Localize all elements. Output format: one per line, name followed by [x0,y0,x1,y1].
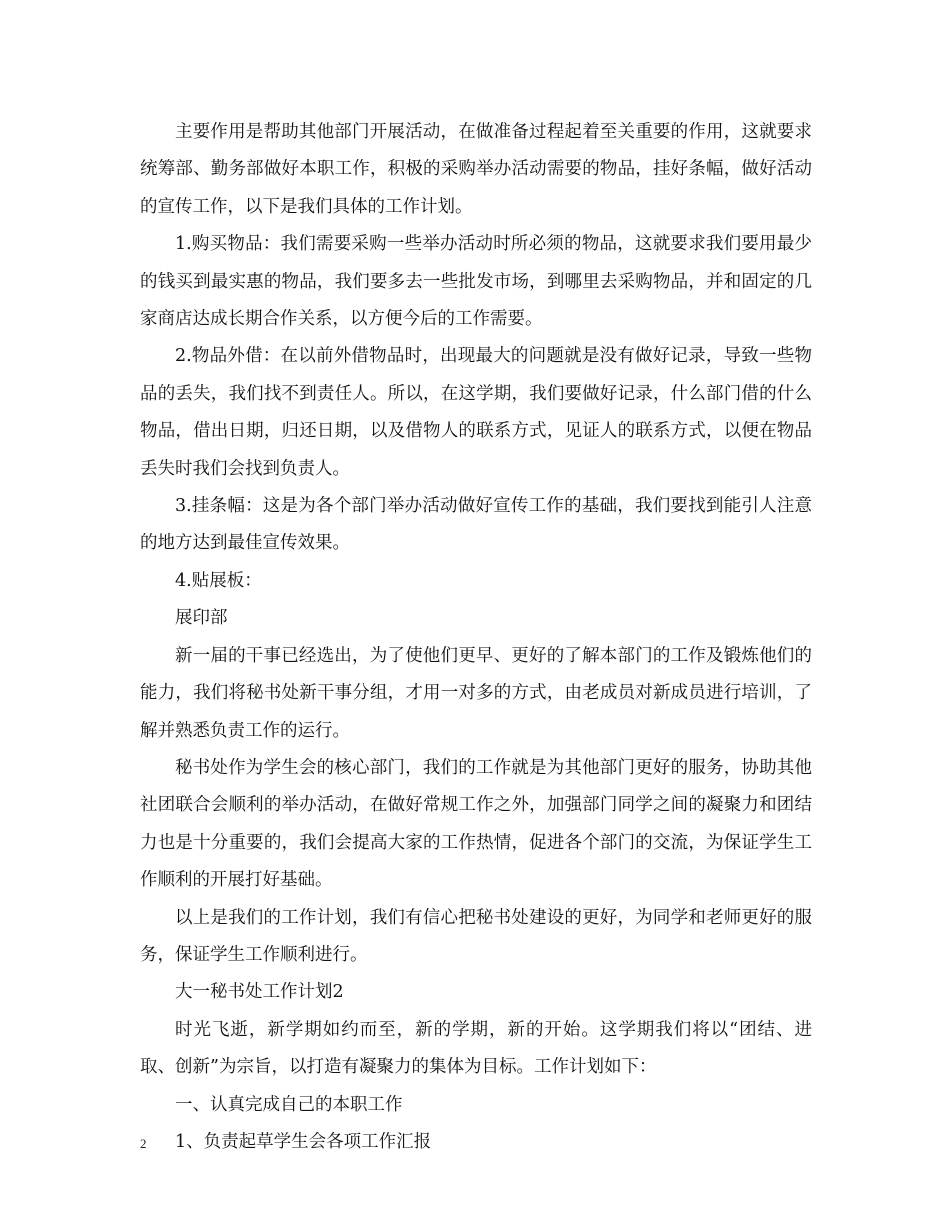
paragraph-intro: 主要作用是帮助其他部门开展活动，在做准备过程起着至关重要的作用，这就要求统筹部、勤务部做好本职工作，积极的采购举办活动需要的物品，挂好条幅，做好活动的宣传工作，以下是我们具体的工作计划。 [140,122,812,217]
paragraph-printing-dept: 展印部 [175,608,228,629]
paragraph-purchase-items: 1.购买物品：我们需要采购一些举办活动时所必须的物品，这就要求我们要用最少的钱买到最实惠的物品，我们要多去一些批发市场，到哪里去采购物品，并和固定的几家商店达成长期合作关系，以方便今后的工作需要。 [140,234,812,330]
paragraph-core-department: 秘书处作为学生会的核心部门，我们的工作就是为其他部门更好的服务，协助其他社团联合会顺利的举办活动，在做好常规工作之外，加强部门同学之间的凝聚力和团结力也是十分重要的，我们会提高大家的工作热情，促进各个部门的交流，为保证学生工作顺利的开展打好基础。 [140,757,812,891]
paragraph-hang-banners: 3.挂条幅：这是为各个部门举办活动做好宣传工作的基础，我们要找到能引人注意的地方达到最佳宣传效果。 [140,496,812,554]
subheading-duties: 一、认真完成自己的本职工作 [175,1094,403,1115]
paragraph-display-boards: 4.贴展板： [175,570,262,591]
paragraph-conclusion: 以上是我们的工作计划，我们有信心把秘书处建设的更好，为同学和老师更好的服务，保证学生工作顺利进行。 [140,907,812,965]
paragraph-item-lending: 2.物品外借：在以前外借物品时，出现最大的问题就是没有做好记录，导致一些物品的丢失，我们找不到责任人。所以，在这学期，我们要做好记录，什么部门借的什么物品，借出日期，归还日期，以及借物人的联系方式，见证人的联系方式，以便在物品丢失时我们会找到负责人。 [140,346,812,479]
paragraph-new-staff: 新一届的干事已经选出，为了使他们更早、更好的了解本部门的工作及锻炼他们的能力，我们将秘书处新干事分组，才用一对多的方式，由老成员对新成员进行培训，了解并熟悉负责工作的运行。 [140,645,812,741]
document-body [140,114,812,1161]
paragraph-new-semester: 时光飞逝，新学期如约而至，新的学期，新的开始。这学期我们将以“团结、进取、创新”为宗旨，以打造有凝聚力的集体为目标。工作计划如下： [140,1019,812,1078]
section-heading-plan-2: 大一秘书处工作计划2 [175,982,344,1003]
list-item-reports: 1、负责起草学生会各项工作汇报 [175,1131,432,1152]
page-number: 2 [140,1136,147,1151]
